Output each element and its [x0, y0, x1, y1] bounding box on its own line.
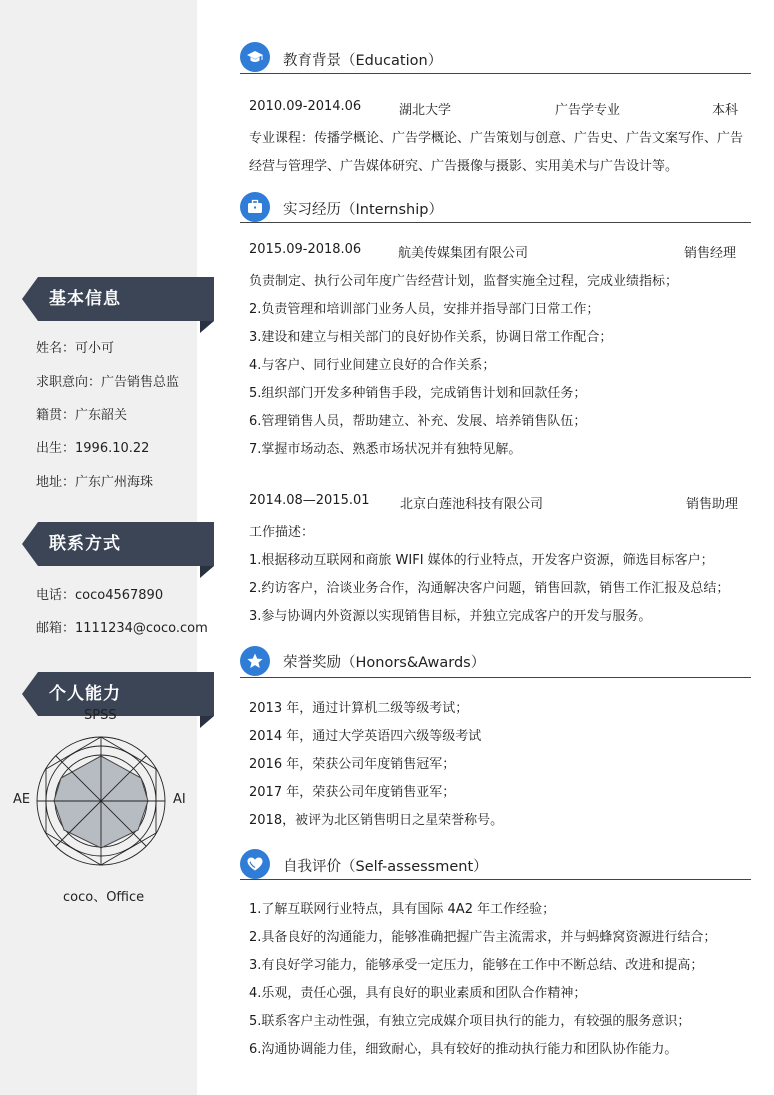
education-major: 广告学专业: [555, 103, 621, 118]
education-divider: [240, 73, 751, 74]
honors-divider: [240, 677, 751, 678]
education-title: 教育背景（Education）: [283, 53, 443, 69]
honor-item: 2018，被评为北区销售明日之星荣誉称号。: [249, 813, 504, 828]
self-item: 4.乐观，责任心强，具有良好的职业素质和团队合作精神；: [249, 986, 587, 1001]
job1-line: 4.与客户、同行业间建立良好的合作关系；: [249, 358, 496, 373]
contact-phone: 电话：coco4567890: [36, 588, 164, 603]
education-courses-line2: 经营与管理学、广告媒体研究、广告摄像与摄影、实用美术与广告设计等。: [249, 159, 679, 174]
graduation-cap-icon: [240, 42, 270, 72]
self-item: 3.有良好学习能力，能够承受一定压力，能够在工作中不断总结、改进和提高；: [249, 958, 704, 973]
basic-info-title: 基本信息: [49, 289, 121, 309]
education-courses-line1: 专业课程：传播学概论、广告学概论、广告策划与创意、广告史、广告文案写作、广告: [249, 131, 744, 146]
heart-icon: [240, 849, 270, 879]
contact-email: 邮箱：1111234@coco.com: [36, 621, 208, 636]
job1-date: 2015.09-2018.06: [249, 242, 362, 257]
info-objective: 求职意向：广告销售总监: [36, 375, 180, 390]
job2-company: 北京白莲池科技有限公司: [400, 497, 544, 512]
skills-header: [22, 672, 214, 716]
self-item: 6.沟通协调能力佳，细致耐心，具有较好的推动执行能力和团队协作能力。: [249, 1042, 678, 1057]
job1-line: 6.管理销售人员，帮助建立、补充、发展、培养销售队伍；: [249, 414, 587, 429]
radar-label-left: AE: [13, 792, 31, 807]
self-divider: [240, 879, 751, 880]
job2-line: 工作描述：: [249, 525, 315, 540]
radar-label-bottom: coco、Office: [63, 890, 145, 905]
honor-item: 2017 年，荣获公司年度销售亚军；: [249, 785, 456, 800]
job2-line: 1.根据移动互联网和商旅 WIFI 媒体的行业特点，开发客户资源，筛选目标客户；: [249, 553, 714, 568]
job1-line: 负责制定、执行公司年度广告经营计划，监督实施全过程，完成业绩指标；: [249, 274, 679, 289]
skills-title: 个人能力: [49, 684, 121, 704]
internship-divider: [240, 222, 751, 223]
contact-title: 联系方式: [49, 534, 121, 554]
job1-role: 销售经理: [684, 246, 737, 261]
radar-label-top: SPSS: [84, 708, 117, 723]
self-title: 自我评价（Self-assessment）: [283, 859, 488, 875]
info-hometown: 籍贯：广东韶关: [36, 408, 128, 423]
self-item: 2.具备良好的沟通能力，能够准确把握广告主流需求，并与蚂蜂窝资源进行结合；: [249, 930, 717, 945]
job2-line: 2.约访客户，洽谈业务合作，沟通解决客户问题，销售回款，销售工作汇报及总结；: [249, 581, 730, 596]
honors-title: 荣誉奖励（Honors&Awards）: [283, 655, 486, 671]
job1-line: 5.组织部门开发多种销售手段，完成销售计划和回款任务；: [249, 386, 587, 401]
job2-date: 2014.08—2015.01: [249, 493, 370, 508]
info-address: 地址：广东广州海珠: [36, 475, 154, 490]
contact-header: [22, 522, 214, 566]
basic-info-header: [22, 277, 214, 321]
info-name: 姓名：可小可: [36, 341, 115, 356]
info-birth: 出生：1996.10.22: [36, 441, 150, 456]
briefcase-icon: [240, 192, 270, 222]
internship-title: 实习经历（Internship）: [283, 202, 443, 218]
honor-item: 2014 年，通过大学英语四六级等级考试: [249, 729, 482, 744]
self-item: 1.了解互联网行业特点，具有国际 4A2 年工作经验；: [249, 902, 556, 917]
skills-radar-chart: [20, 718, 190, 918]
honor-item: 2016 年，荣获公司年度销售冠军；: [249, 757, 456, 772]
job1-company: 航美传媒集团有限公司: [398, 246, 529, 261]
job1-line: 3.建设和建立与相关部门的良好协作关系，协调日常工作配合；: [249, 330, 613, 345]
radar-label-right: AI: [173, 792, 186, 807]
job2-role: 销售助理: [686, 497, 739, 512]
education-date: 2010.09-2014.06: [249, 99, 362, 114]
self-item: 5.联系客户主动性强，有独立完成媒介项目执行的能力，有较强的服务意识；: [249, 1014, 691, 1029]
star-icon: [240, 646, 270, 676]
job2-line: 3.参与协调内外资源以实现销售目标，并独立完成客户的开发与服务。: [249, 609, 652, 624]
education-degree: 本科: [712, 103, 739, 118]
job1-line: 2.负责管理和培训部门业务人员，安排并指导部门日常工作；: [249, 302, 600, 317]
honor-item: 2013 年，通过计算机二级等级考试；: [249, 701, 469, 716]
job1-line: 7.掌握市场动态、熟悉市场状况并有独特见解。: [249, 442, 522, 457]
education-school: 湖北大学: [399, 103, 452, 118]
